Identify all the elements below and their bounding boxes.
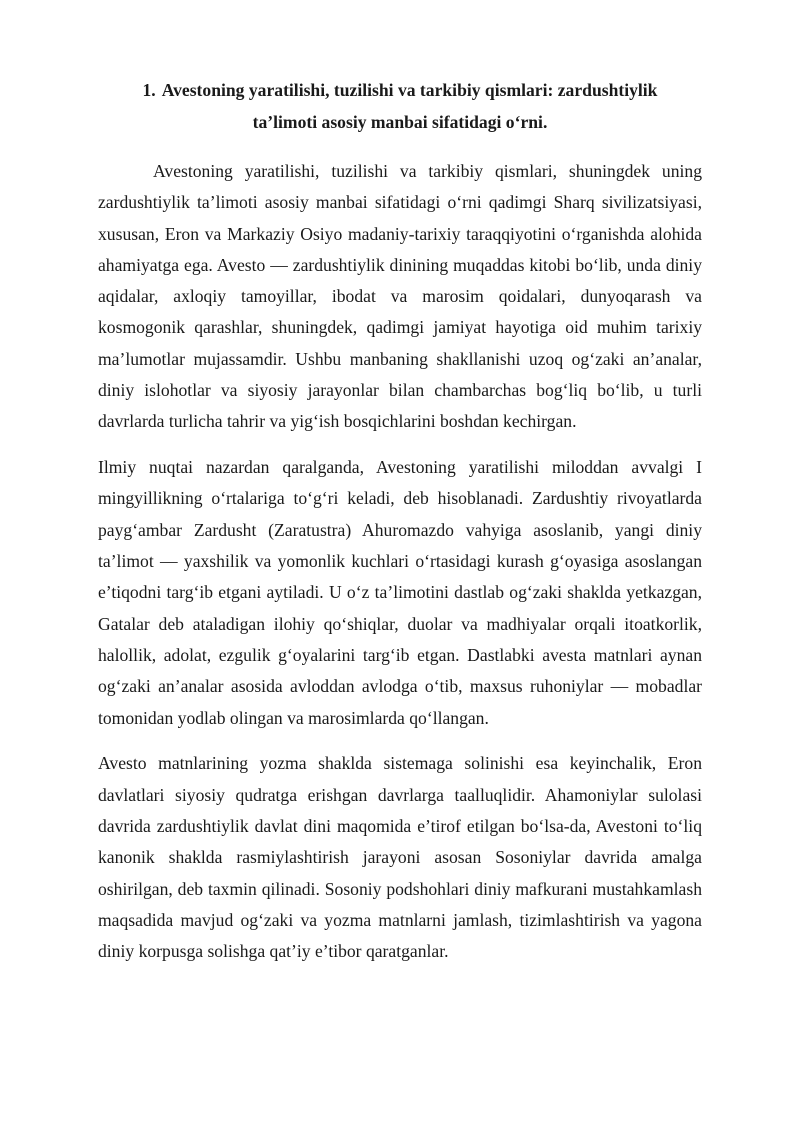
heading-line-2: ta’limoti asosiy manbai sifatidagi o‘rni. — [252, 112, 548, 132]
paragraph-2: Ilmiy nuqtai nazardan qaralganda, Avestoning yaratilishi miloddan avvalgi I mingyillikning o‘rtalariga to‘g‘ri keladi, deb hisoblanadi. Zardushtiy rivoyatlarda payg‘ambar Zardusht (Zaratustra) Ahuromazdo vahyiga asoslanib, yangi diniy ta’limot — yaxshilik va yomonlik kuchlari o‘rtasidagi kurash g‘oyasiga asoslangan e’tiqodni targ‘ib etgani aytiladi. U o‘z ta’limotini dastlab og‘zaki shaklda yetkazgan, Gatalar deb ataladigan ilohiy qo‘shiqlar, duolar va madhiyalar orqali itoatkorlik, halollik, adolat, ezgulik g‘oyalarini targ‘ib etgan. Dastlabki avesta matnlari aynan og‘zaki an’analar asosida avloddan avlodga o‘tib, maxsus ruhoniylar — mobadlar tomonidan yodlab olingan va marosimlarda qo‘llangan. — [98, 457, 702, 728]
paragraph-1: Avestoning yaratilishi, tuzilishi va tarkibiy qismlari, shuningdek uning zardushtiylik ta’limoti asosiy manbai sifatidagi o‘rni qadimgi Sharq sivilizatsiyasi, xususan, Eron va Markaziy Osiyo madaniy-tarixiy taraqqiyotini o‘rganishda alohida ahamiyatga ega. Avesto — zardushtiylik dinining muqaddas kitobi bo‘lib, unda diniy aqidalar, axloqiy tamoyillar, ibodat va marosim qoidalari, dunyoqarash va kosmogonik qarashlar, shuningdek, qadimgi jamiyat hayotiga oid muhim tarixiy ma’lumotlar mujassamdir. Ushbu manbaning shakllanishi uzoq og‘zaki an’analar, diniy islohotlar va siyosiy jarayonlar bilan chambarchas bog‘liq bo‘lib, u turli davrlarda turlicha tahrir va yig‘ish bosqichlarini boshdan kechirgan. — [98, 161, 702, 432]
document-body — [98, 156, 702, 982]
heading-line-1: Avestoning yaratilishi, tuzilishi va tarkibiy qismlari: zardushtiylik — [161, 80, 658, 100]
section-heading — [98, 74, 702, 138]
paragraph-3: Avesto matnlarining yozma shaklda sistemaga solinishi esa keyinchalik, Eron davlatlari siyosiy qudratga erishgan davrlarga taalluqlidir. Ahamoniylar sulolasi davrida zardushtiylik davlat dini maqomida e’tirof etilgan bo‘lsa-da, Avestoni to‘liq kanonik shaklda rasmiylashtirish jarayoni asosan Sosoniylar davrida amalga oshirilgan, deb taxmin qilinadi. Sosoniy podshohlari diniy mafkurani mustahkamlash maqsadida mavjud og‘zaki va yozma matnlarni jamlash, tizimlashtirish va yagona diniy korpusga solishga qat’iy e’tibor qaratganlar. — [98, 753, 702, 962]
heading-number: 1. — [142, 80, 156, 100]
